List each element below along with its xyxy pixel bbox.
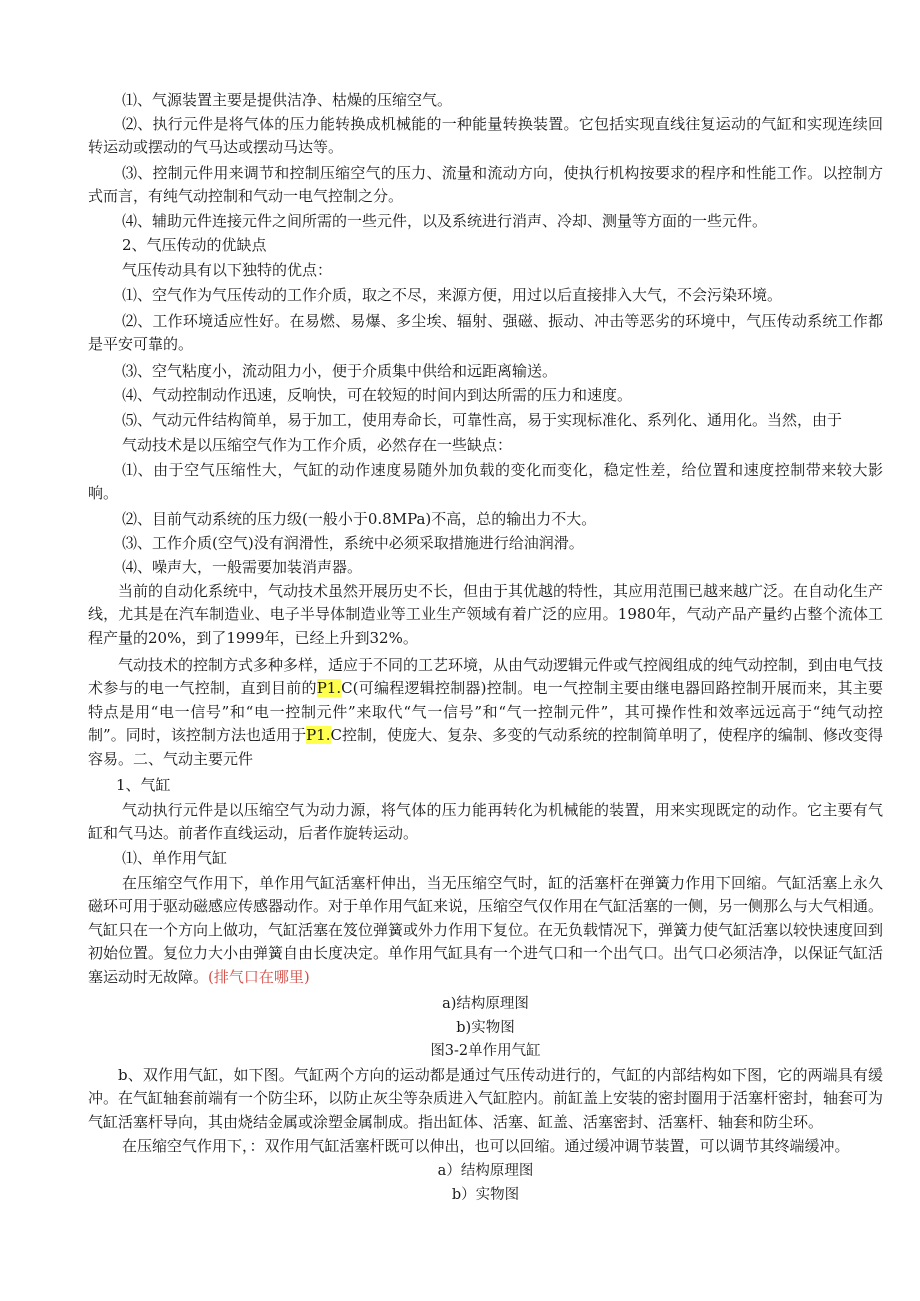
heading-cylinder: 1、气缸	[116, 776, 171, 794]
paragraph-control-methods	[88, 654, 883, 771]
paragraph-advantages-intro: 气压传动具有以下独特的优点：	[122, 261, 333, 279]
paragraph-advantage-5: ⑸、气动元件结构简单，易于加工，使用寿命长，可靠性高，易于实现标准化、系列化、通用化。当然，由于	[122, 411, 843, 429]
paragraph-disadvantage-3: ⑶、工作介质(空气)没有润滑性，系统中必须采取措施进行给油润滑。	[122, 534, 584, 552]
paragraph-single-acting	[88, 872, 883, 989]
paragraph-advantage-1: ⑴、空气作为气压传动的工作介质，取之不尽，来源方便，用过以后直接排入大气，不会污染环境。	[122, 286, 783, 304]
paragraph-disadvantage-2: ⑵、目前气动系统的压力级(一般小于0.8MPa)不高，总的输出力不大。	[122, 510, 597, 528]
paragraph-actuator: ⑵、执行元件是将气体的压力能转换成机械能的一种能量转换装置。它包括实现直线往复运动的气缸和实现连续回转运动或摆动的气马达或摆动马达等。	[88, 115, 883, 157]
paragraph-disadvantage-4: ⑷、噪声大，一般需要加装消声器。	[122, 558, 363, 576]
paragraph-disadvantage-1: ⑴、由于空气压缩性大，气缸的动作速度易随外加负载的变化而变化，稳定性差，给位置和速度控制带来较大影响。	[88, 461, 883, 503]
comment-note: (排气口在哪里)	[208, 967, 310, 986]
paragraph-disadvantages-intro: 气动技术是以压缩空气作为工作介质，必然存在一些缺点：	[122, 436, 513, 454]
caption-photo: b)实物图	[456, 1020, 515, 1036]
paragraph-advantage-3: ⑶、空气粘度小，流动阻力小，便于介质集中供给和远距离输送。	[122, 362, 558, 380]
paragraph-air-source: ⑴、气源装置主要是提供洁净、枯燥的压缩空气。	[122, 91, 453, 109]
paragraph-advantage-2: ⑵、工作环境适应性好。在易燃、易爆、多尘埃、辐射、强磁、振动、冲击等恶劣的环境中，气压传动系统工作都是平安可靠的。	[88, 312, 883, 354]
control-methods-text-a: 气动技术的控制方式多种多样，适应于不同的工艺环境，从由气动逻辑元件或气控阀组成的纯气动控制，到由电气技术参与的电一气控制，直到目前的	[88, 656, 884, 698]
caption-structure-diagram: a)结构原理图	[442, 996, 529, 1012]
paragraph-auxiliary: ⑷、辅助元件连接元件之间所需的一些元件，以及系统进行消声、冷却、测量等方面的一些元件。	[122, 212, 768, 230]
paragraph-control-element: ⑶、控制元件用来调节和控制压缩空气的压力、流量和流动方向，使执行机构按要求的程序和性能工作。以控制方式而言，有纯气动控制和气动一电气控制之分。	[88, 164, 883, 206]
caption-photo-2: b）实物图	[451, 1187, 520, 1203]
highlight-plc-2: P1.	[306, 726, 331, 745]
caption-structure-diagram-2: a）结构原理图	[437, 1163, 534, 1179]
heading-single-acting-cylinder: ⑴、单作用气缸	[122, 849, 228, 867]
control-methods-text-c: C控制，使庞大、复杂、多变的气动系统的控制简单明了，使程序的编制、修改变得容易。二、气动主要元件	[88, 726, 883, 768]
figure-caption-3-2: 图3-2单作用气缸	[430, 1043, 541, 1059]
paragraph-double-acting-motion: 在压缩空气作用下，：双作用气缸活塞杆既可以伸出，也可以回缩。通过缓冲调节装置，可以调节其终端缓冲。	[122, 1137, 850, 1155]
paragraph-actuator-intro: 气动执行元件是以压缩空气为动力源，将气体的压力能再转化为机械能的装置，用来实现既定的动作。它主要有气缸和气马达。前者作直线运动，后者作旋转运动。	[88, 801, 883, 843]
highlight-plc-1: P1.	[316, 679, 342, 698]
heading-pros-cons: 2、气压传动的优缺点	[122, 236, 267, 254]
control-methods-text-b: C(可编程逻辑控制器)控制。电一气控制主要由继电器回路控制开展而来，其主要特点是用“电一信号”和“电一控制元件”来取代“气一信号”和“气一控制元件”，其可操作性和效率远远高于“纯气动控制”。同时，该控制方法也适用于	[88, 679, 883, 745]
paragraph-automation-history: 当前的自动化系统中，气动技术虽然开展历史不长，但由于其优越的特性，其应用范围已越来越广泛。在自动化生产线，尤其是在汽车制造业、电子半导体制造业等工业生产领域有着广泛的应用。1980年，气动产品产量约占整个流体工程产量的20%，到了1999年，已经上升到32%。	[88, 582, 884, 647]
paragraph-double-acting: b、双作用气缸，如下图。气缸两个方向的运动都是通过气压传动进行的，气缸的内部结构如下图，它的两端具有缓冲。在气缸轴套前端有一个防尘环，以防止灰尘等杂质进入气缸腔内。前缸盖上安装的密封圈用于活塞杆密封，轴套可为气缸活塞杆导向，其由烧结金属或涂塑金属制成。指出缸体、活塞、缸盖、活塞密封、活塞杆、轴套和防尘环。	[88, 1066, 884, 1131]
single-acting-text: 在压缩空气作用下，单作用气缸活塞杆伸出，当无压缩空气时，缸的活塞杆在弹簧力作用下回缩。气缸活塞上永久磁环可用于驱动磁感应传感器动作。对于单作用气缸来说，压缩空气仅作用在气缸活塞的一侧，另一侧那么与大气相通。气缸只在一个方向上做功，气缸活塞在笈位弹簧或外力作用下复位。在无负载情况下，弹簧力使气缸活塞以较快速度回到初始位置。复位力大小由弹簧自由长度决定。单作用气缸具有一个进气口和一个出气口。出气口必须洁净，以保证气缸活塞运动时无故障。	[88, 874, 884, 986]
paragraph-advantage-4: ⑷、气动控制动作迅速，反响快，可在较短的时间内到达所需的压力和速度。	[122, 386, 633, 404]
